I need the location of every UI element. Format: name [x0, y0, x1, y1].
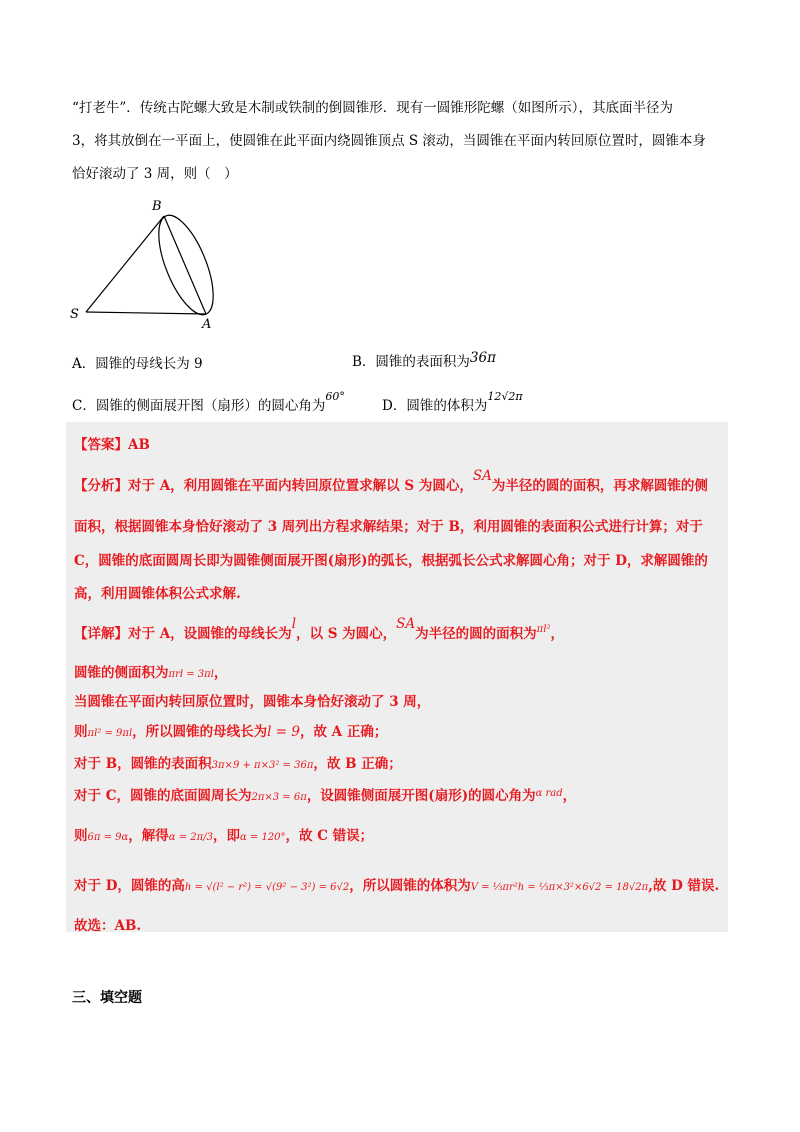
question-line-1: “打老牛”．传统古陀螺大致是木制或铁制的倒圆锥形．现有一圆锥形陀螺（如图所示），其底面半径为 — [72, 100, 674, 116]
final-answer: 故选：AB. — [74, 918, 142, 934]
detail-4c: ，故 A 正确； — [299, 724, 388, 740]
detail-line-7 — [74, 824, 373, 844]
detail-7d: ，故 C 错误； — [285, 828, 374, 844]
detail-5b: ，故 B 正确； — [313, 756, 402, 772]
detail-7-math: 6π = 9α — [87, 832, 129, 843]
option-B — [352, 350, 496, 370]
final-answer-line — [74, 914, 141, 934]
detail-line-8 — [74, 874, 719, 894]
label-B: B — [152, 199, 162, 214]
answer-line — [74, 433, 150, 453]
analysis-line-1 — [74, 468, 708, 494]
detail-7-math-frac: α = 2π/3 — [168, 832, 213, 843]
detail-4a: 则 — [74, 724, 88, 740]
analysis-line-3 — [74, 549, 708, 569]
option-D-math: 12√2π — [487, 390, 523, 403]
option-A — [72, 352, 203, 372]
analysis-1a: 【分析】对于 A，利用圆锥在平面内转回原位置求解以 S 为圆心， — [74, 478, 473, 494]
analysis-line-2 — [74, 515, 703, 535]
analysis-1-math: SA — [472, 468, 492, 484]
detail-1-math-area: πl² — [536, 624, 551, 635]
detail-5-math: 3π×9 + π×3² = 36π — [211, 760, 314, 771]
detail-4-math-l: l = 9 — [267, 724, 300, 740]
detail-7c: ，即 — [212, 828, 240, 844]
detail-8b: ，所以圆锥的体积为 — [349, 878, 471, 894]
detail-4b: ，所以圆锥的母线长为 — [132, 724, 268, 740]
answer-text: 【答案】AB — [74, 437, 150, 453]
option-C-math: 60° — [325, 390, 345, 403]
option-B-text: B．圆锥的表面积为 — [352, 354, 470, 370]
question-stem — [72, 92, 732, 191]
analysis-1b: 为半径的圆的面积，再求解圆锥的侧 — [491, 478, 708, 494]
detail-line-3 — [74, 690, 430, 710]
detail-8-math-V: V = ⅓πr²h = ⅓π×3²×6√2 = 18√2π — [470, 882, 649, 893]
detail-6-math-alpha: α rad — [535, 788, 563, 799]
analysis-2: 面积，根据圆锥本身恰好滚动了 3 周列出方程求解结果；对于 B，利用圆锥的表面积公式进行计算；对于 — [74, 519, 703, 535]
detail-8-math: h = √(l² − r²) = √(9² − 3²) = 6√2 — [184, 882, 350, 893]
detail-8c: ,故 D 错误. — [648, 878, 720, 894]
detail-5a: 对于 B，圆锥的表面积 — [74, 756, 212, 772]
option-D-text: D．圆锥的体积为 — [382, 398, 488, 414]
detail-1c: 为半径的圆的面积为 — [415, 626, 537, 642]
label-A: A — [202, 317, 212, 332]
option-C — [72, 390, 345, 414]
analysis-line-4 — [74, 582, 241, 602]
diameter-AB — [164, 216, 206, 314]
detail-7a: 则 — [74, 828, 88, 844]
detail-1d: ， — [550, 626, 564, 642]
detail-6c: ， — [562, 788, 577, 804]
option-B-math: 36π — [469, 350, 496, 366]
detail-1a: 【详解】对于 A，设圆锥的母线长为 — [74, 626, 292, 642]
detail-1-math-l: l — [291, 616, 297, 632]
detail-6-math: 2π×3 = 6π — [251, 792, 307, 803]
detail-line-6 — [74, 784, 576, 804]
detail-line-2 — [74, 661, 227, 681]
analysis-3: C，圆锥的底面圆周长即为圆锥侧面展开图(扇形)的弧长，根据弧长公式求解圆心角；对于 D，求解圆锥的 — [74, 553, 708, 569]
analysis-4: 高，利用圆锥体积公式求解. — [74, 586, 241, 602]
detail-1b: ，以 S 为圆心， — [296, 626, 397, 642]
detail-6b: ，设圆锥侧面展开图(扇形)的圆心角为 — [306, 788, 536, 804]
cone-diagram — [66, 192, 236, 342]
option-A-text: A．圆锥的母线长为 9 — [72, 356, 203, 372]
detail-6a: 对于 C，圆锥的底面圆周长为 — [74, 788, 252, 804]
detail-3: 当圆锥在平面内转回原位置时，圆锥本身恰好滚动了 3 周， — [74, 694, 431, 710]
generatrix-SA — [86, 312, 206, 314]
detail-7-math-deg: α = 120° — [239, 832, 286, 843]
detail-2a: 圆锥的侧面积为 — [74, 665, 169, 681]
detail-4-math: πl² = 9πl — [87, 728, 133, 739]
cone-base-ellipse — [148, 208, 225, 321]
detail-8a: 对于 D，圆锥的高 — [74, 878, 185, 894]
detail-line-1 — [74, 616, 564, 642]
detail-2-math: πrl = 3πl — [168, 669, 214, 680]
detail-line-5 — [74, 752, 402, 772]
question-line-2: 3，将其放倒在一平面上，使圆锥在此平面内绕圆锥顶点 S 滚动，当圆锥在平面内转回原位置时，圆锥本身 — [72, 133, 706, 149]
section-title: 三、填空题 — [72, 990, 142, 1006]
detail-1-math-SA: SA — [396, 616, 416, 632]
label-S: S — [70, 307, 79, 322]
generatrix-SB — [86, 216, 164, 312]
option-D — [382, 390, 523, 414]
cone-figure — [66, 192, 236, 346]
detail-2b: ， — [213, 665, 228, 681]
detail-7b: ，解得 — [128, 828, 169, 844]
question-line-3: 恰好滚动了 3 周，则（ ） — [72, 166, 238, 182]
option-C-text: C．圆锥的侧面展开图（扇形）的圆心角为 — [72, 398, 326, 414]
detail-line-4 — [74, 720, 387, 740]
